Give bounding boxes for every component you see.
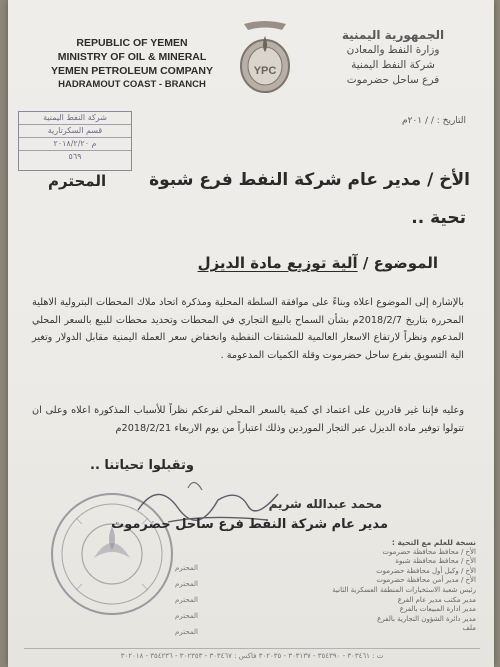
company-logo [232,20,298,96]
subject-line [198,254,438,272]
letter-page [8,0,494,667]
cc-respected: المحترم [175,628,198,636]
letterhead-en-line: YEMEN PETROLEUM COMPANY [51,65,213,77]
date-line: التاريخ : / / ٢٠١م [402,116,466,126]
incoming-stamp [18,111,132,171]
stamp-line: شركة النفط اليمنية [19,112,131,125]
stamp-line: م ٢٠١٨/٢/٢٠ [19,138,131,151]
addressee: الأخ / مدير عام شركة النفط فرع شبوة [149,170,470,190]
footer-contact: ت : ٣٠٣٤٦١ - ٣٥٤٣٩٠ - ٣٠٣١٣٧ - ٣٠٢٠٣٥ فاكس : ٣٠٣٤٦٧ - ٣٠٢٣٥٣ - ٣٥٤٢٣٦ - ٣٠٢٠١٨ [120,652,384,660]
logo-text: YPC [253,65,277,77]
stamp-line: ٥٦٩ [68,152,82,161]
cc-respected: المحترم [175,596,198,604]
letterhead-en-line: MINISTRY OF OIL & MINERAL [57,51,207,63]
stamp-line: قسم السكرتارية [19,125,131,138]
subject-title: آلية توزيع مادة الديزل [197,254,358,272]
cc-item: رئيس شعبة الاستخبارات المنطقة العسكرية الثانية [332,585,476,594]
body-paragraph: بالإشارة إلى الموضوع اعلاه وبناءً على موافقة السلطة المحلية ومذكرة اتحاد ملاك المحطات البترولية الاهلية المحررة بتاريخ 2018/2/7م بشأن السماح بالبيع التجاري في المحطات وتحديد محطات للبيع بالسعر المحلي المدعوم ونظراً لارتفاع الاسعار العالمية للمشتقات النفطية وانخفاض سعر العملة اليمنية مقابل الدولار وتغير الية التسويق بفرع ساحل حضرموت وقلة الكميات المدعومة . [32,297,464,361]
letterhead-arabic [308,28,478,88]
cc-respected: المحترم [175,612,198,620]
cc-title: نسخة للعلم مع التحية : [391,538,476,547]
cc-list [296,538,476,634]
cc-item: مدير مكتب مدير عام الفرع [397,595,476,604]
cc-respected: المحترم [175,564,198,572]
footer-divider [24,648,480,649]
signatory-name: محمد عبدالله شريم [268,497,382,511]
cc-item: الأخ / محافظ محافظة شبوة [395,557,476,566]
greeting: تحية .. [411,208,466,228]
cc-item: مدير ادارة المبيعات بالفرع [399,605,476,614]
respected-label: المحترم [48,172,107,190]
letterhead-ar-line: الجمهورية اليمنية [341,28,445,42]
letterhead-ar-line: وزارة النفط والمعادن [346,44,440,56]
closing-line: وتقبلوا تحياتنا .. [90,458,194,473]
cc-item: ملف [462,624,476,633]
letterhead-en-line: HADRAMOUT COAST - BRANCH [58,79,206,90]
cc-item: الأخ / محافظ محافظة حضرموت [382,547,476,556]
letterhead-english [48,36,216,92]
cc-item: مدير دائرة الشؤون التجارية بالفرع [377,614,476,623]
signatory-title: مدير عام شركة النفط فرع ساحل حضرموت [111,517,388,532]
subject-label: الموضوع / [357,254,438,272]
letterhead-en-line: REPUBLIC OF YEMEN [76,37,188,49]
cc-item: الأخ / مدير أمن محافظة حضرموت [376,576,476,585]
letterhead-ar-line: فرع ساحل حضرموت [346,74,440,86]
cc-item: الأخ / وكيل أول محافظة حضرموت [376,566,476,575]
letterhead-ar-line: شركة النفط اليمنية [351,59,435,71]
cc-respected-column [138,560,198,640]
body-paragraph: وعليه فإننا غير قادرين على اعتماد اي كمية بالسعر المحلي لفرعكم نظراً للأسباب المذكورة اعلاه وعلى ان تتولوا توفير مادة الديزل عبر التجار الموردين وذلك اعتباراً من يوم الاربعاء 2018/2/21م [32,405,464,434]
cc-respected: المحترم [175,580,198,588]
